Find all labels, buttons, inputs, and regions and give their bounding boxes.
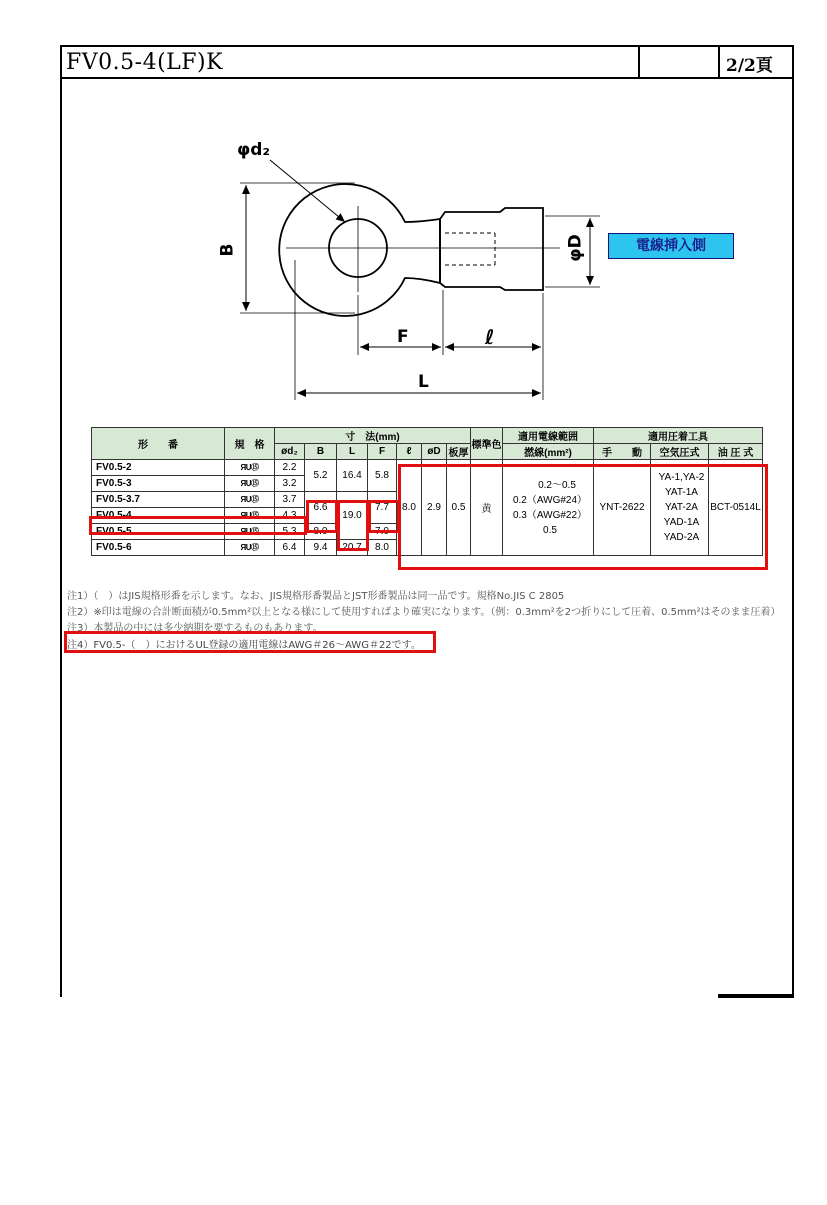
hdr-manual: 手 動 [594,444,651,460]
hdr-model: 形 番 [92,428,225,460]
dim-label-D: φD [565,234,586,262]
spec-table [91,427,763,556]
d2-cell: 2.2 [275,460,305,476]
pneumatic-tool: YAD-2A [663,532,700,543]
note-1: 注1）（ ）はJIS規格形番を示します。なお、JIS規格形番製品とJST形番製品は同一品です。規格No.JIS C 2805 [67,591,565,602]
model-cell: FV0.5-4 [92,508,225,524]
pneumatic-tool: YAT-2A [665,502,698,513]
hdr-wire-range: 適用電線範囲 [503,428,594,444]
d2-cell: 5.3 [275,524,305,540]
hdr-L: L [337,444,368,460]
ul-csa-mark: ЯU⑮ [225,476,275,492]
hdr-B: B [305,444,337,460]
hdr-hydraulic: 油 圧 式 [709,444,763,460]
hdr-standard: 規 格 [225,428,275,460]
L-cell: 19.0 [337,492,368,540]
B-cell: 9.4 [305,540,337,556]
model-cell: FV0.5-3.7 [92,492,225,508]
F-cell: 8.0 [368,540,397,556]
color-cell: 黄 [471,460,503,556]
dim-label-F: F [397,327,409,347]
ul-csa-mark: ЯU⑮ [225,492,275,508]
note-4: 注4）FV0.5-（ ）におけるUL登録の適用電線はAWG＃26～AWG＃22です。 [67,640,421,651]
B-cell: 5.2 [305,460,337,492]
dim-label-l: ℓ [485,325,495,349]
wire-insert-side-label: 電線挿入側 [608,233,734,259]
D-cell: 2.9 [422,460,447,556]
note-3: 注3）本製品の中には多少納期を要するものもあります。 [67,623,323,634]
note-2: 注2）※印は電線の合計断面積が0.5mm²以上となる様にして使用すればより確実になります。（例：0.3mm²を2つ折りにして圧着、0.5mm²はそのまま圧着） [67,607,781,618]
document-title: FV0.5-4(LF)K [66,50,224,75]
wire-range-line: 0.2（AWG#24） [512,494,588,506]
ul-csa-mark: ЯU⑮ [225,540,275,556]
hdr-D: øD [422,444,447,460]
ul-csa-mark: ЯU⑮ [225,460,275,476]
dim-label-d2: φd₂ [237,140,270,160]
pneumatic-tool: YAT-1A [665,487,698,498]
ul-csa-mark: ЯU⑮ [225,524,275,540]
bottom-rule [718,994,794,998]
ring-terminal-drawing [0,0,827,420]
hdr-l: ℓ [397,444,422,460]
barrel [440,208,543,290]
wire-range-line: 0.2～0.5 [538,479,576,491]
F-cell: 5.8 [368,460,397,492]
hydraulic-tool-cell: BCT-0514L [709,460,763,556]
hdr-F: F [368,444,397,460]
ring-body [279,184,440,316]
model-cell: FV0.5-3 [92,476,225,492]
dim-label-L: L [418,372,429,392]
B-cell: 6.6 [305,492,337,524]
wire-range-cell [503,460,594,556]
table-row [92,460,763,476]
l-cell: 8.0 [397,460,422,556]
page-number: 2/2頁 [726,56,773,76]
B-cell: 8.0 [305,524,337,540]
d2-cell: 4.3 [275,508,305,524]
F-cell: 7.7 [368,492,397,524]
hdr-stranded: 撚線(mm²) [503,444,594,460]
dim-label-B: B [217,243,238,257]
model-cell: FV0.5-5 [92,524,225,540]
hdr-d2: ød₂ [275,444,305,460]
pneumatic-tool: YAD-1A [663,517,700,528]
ul-csa-mark: ЯU⑮ [225,508,275,524]
hdr-thickness: 板厚 [447,444,471,460]
wire-range-line: 0.5 [543,524,557,536]
thickness-cell: 0.5 [447,460,471,556]
hdr-color: 標準色 [471,428,503,460]
model-cell: FV0.5-2 [92,460,225,476]
F-cell: 7.0 [368,524,397,540]
d2-cell: 6.4 [275,540,305,556]
hdr-pneumatic: 空気圧式 [651,444,709,460]
wire-range-line: 0.3（AWG#22） [512,509,588,521]
hdr-tools: 適用圧着工具 [594,428,763,444]
d2-cell: 3.7 [275,492,305,508]
manual-tool-cell: YNT-2622 [594,460,651,556]
model-cell: FV0.5-6 [92,540,225,556]
pneumatic-tool-cell [651,460,709,556]
hdr-dimensions: 寸 法(mm) [275,428,471,444]
d2-cell: 3.2 [275,476,305,492]
L-cell: 16.4 [337,460,368,492]
L-cell: 20.7 [337,540,368,556]
pneumatic-tool: YA-1,YA-2 [658,472,705,483]
